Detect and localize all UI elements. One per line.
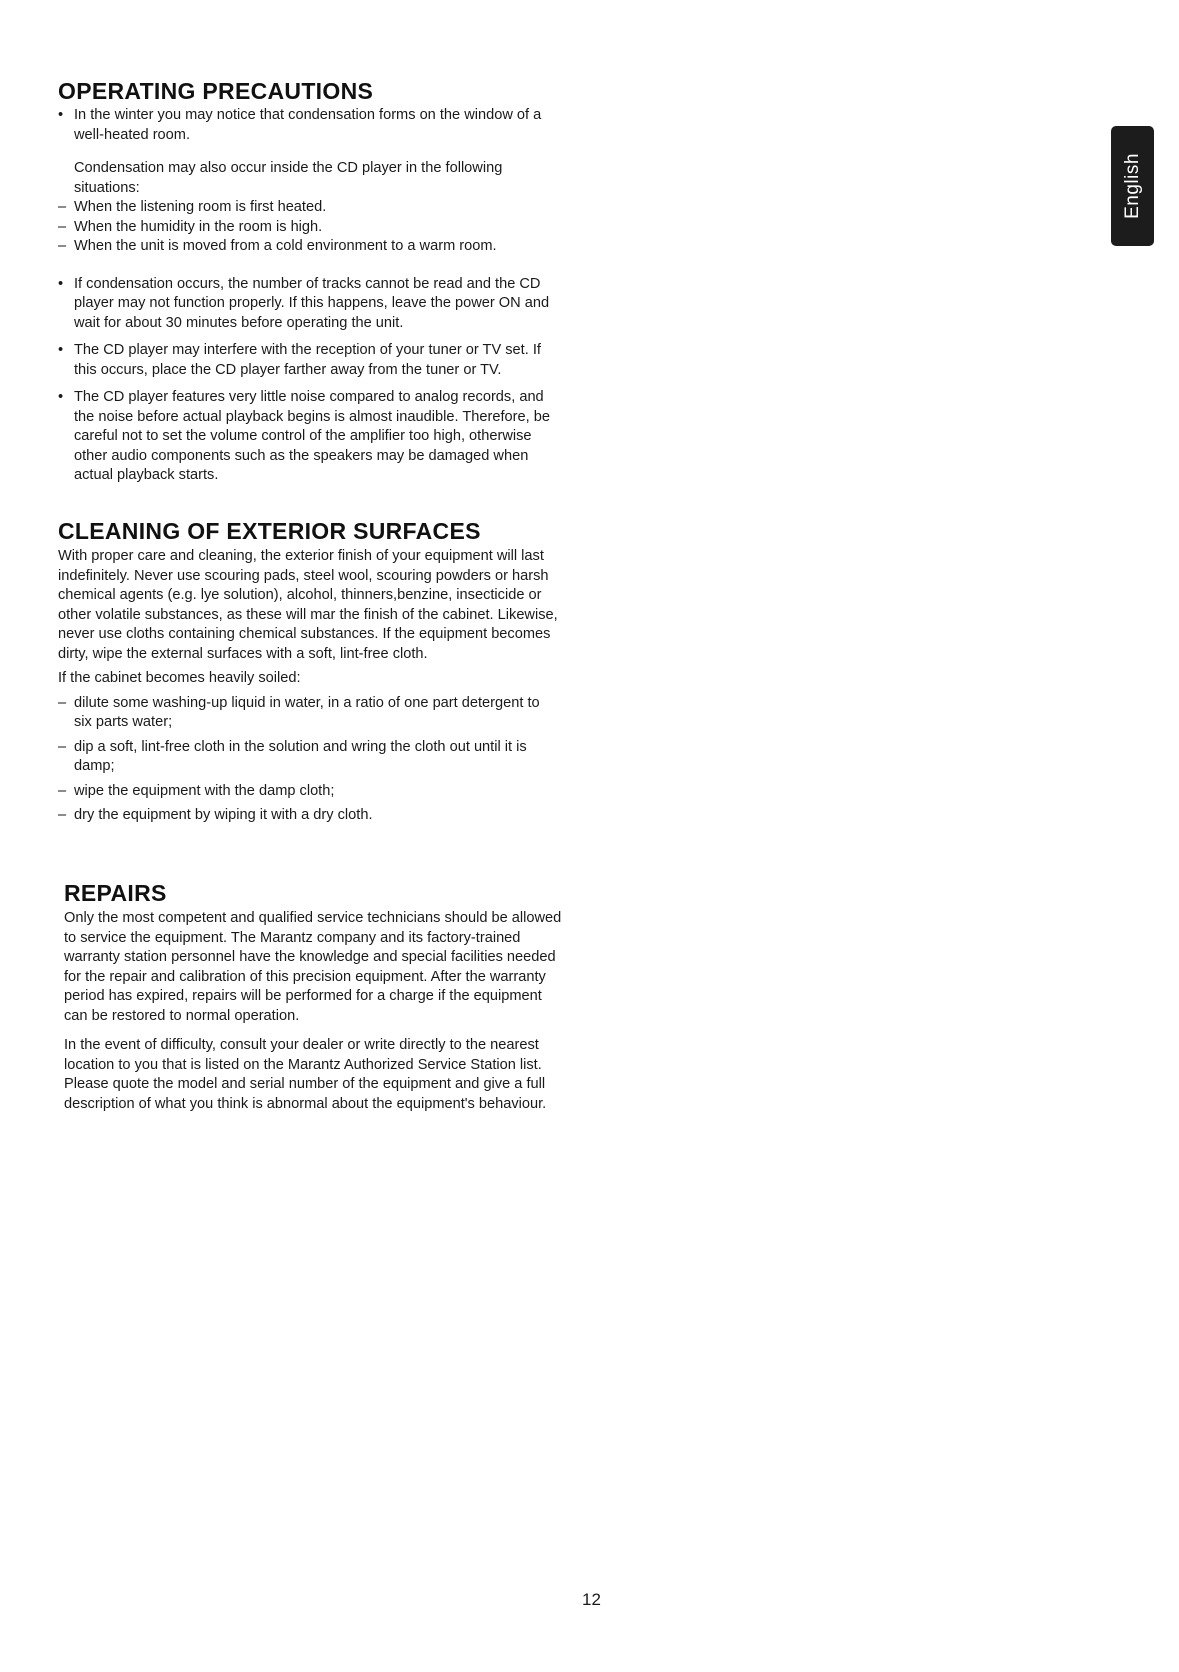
operating-precautions-heading: OPERATING PRECAUTIONS	[58, 78, 374, 104]
situation-item: – When the unit is moved from a cold environment to a warm room.	[58, 237, 558, 257]
repairs-paragraph: Only the most competent and qualified service technicians should be allowed to service the equipment. The Marantz company and its factory-trained warranty station personnel have the knowledge and special facilities needed for the repair and calibration of this precision equipment. After the warranty period has expired, repairs will be performed for a charge if the equipment can be restored to normal operation.	[64, 910, 562, 1024]
precautions-list	[58, 275, 558, 486]
precautions-list-first	[58, 106, 558, 145]
repairs-section	[64, 880, 564, 1114]
cleaning-soiled-intro: If the cabinet becomes heavily soiled:	[58, 670, 301, 686]
precaution-item: • In the winter you may notice that condensation forms on the window of a well-heated room.	[58, 106, 558, 145]
repairs-paragraph: In the event of difficulty, consult your dealer or write directly to the nearest location to you that is listed on the Marantz Authorized Service Station list. Please quote the model and serial number of the equipment and give a full description of what you think is abnormal about the equipment's behaviour.	[64, 1037, 547, 1112]
precaution-item: • The CD player features very little noise compared to analog records, and the noise before actual playback begins is almost inaudible. Therefore, be careful not to set the volume control of the amplifier too high, otherwise other audio components such as the speakers may be damaged when actual playback starts.	[58, 388, 558, 486]
condensation-intro: Condensation may also occur inside the CD player in the following situations:	[74, 160, 503, 196]
repairs-heading: REPAIRS	[64, 880, 167, 906]
condensation-situations-list	[58, 198, 558, 257]
language-tab-english	[1111, 126, 1154, 246]
cleaning-step: – dilute some washing-up liquid in water, in a ratio of one part detergent to six parts water;	[58, 694, 558, 733]
cleaning-step: – dry the equipment by wiping it with a dry cloth.	[58, 806, 558, 826]
cleaning-heading: CLEANING OF EXTERIOR SURFACES	[58, 518, 481, 544]
operating-precautions-section	[58, 78, 558, 486]
situation-item: – When the listening room is first heated.	[58, 198, 558, 218]
cleaning-step: – dip a soft, lint-free cloth in the solution and wring the cloth out until it is damp;	[58, 738, 558, 777]
precaution-item: • The CD player may interfere with the reception of your tuner or TV set. If this occurs, place the CD player farther away from the tuner or TV.	[58, 341, 558, 380]
page-number: 12	[582, 1590, 601, 1609]
cleaning-steps-list	[58, 694, 558, 826]
precaution-item: • If condensation occurs, the number of tracks cannot be read and the CD player may not function properly. If this happens, leave the power ON and wait for about 30 minutes before operating the unit.	[58, 275, 558, 334]
cleaning-section	[58, 518, 558, 826]
situation-item: – When the humidity in the room is high.	[58, 218, 558, 238]
cleaning-step: – wipe the equipment with the damp cloth;	[58, 782, 558, 802]
language-tab-label: English	[1121, 153, 1143, 219]
cleaning-paragraph: With proper care and cleaning, the exterior finish of your equipment will last indefinitely. Never use scouring pads, steel wool, scouring powders or harsh chemical agents (e.g. lye solution), alcohol, thinners,benzine, insecticide or other volatile substances, as these will mar the finish of the cabinet. Likewise, never use cloths containing chemical substances. If the equipment becomes dirty, wipe the external surfaces with a soft, lint-free cloth.	[58, 548, 558, 662]
